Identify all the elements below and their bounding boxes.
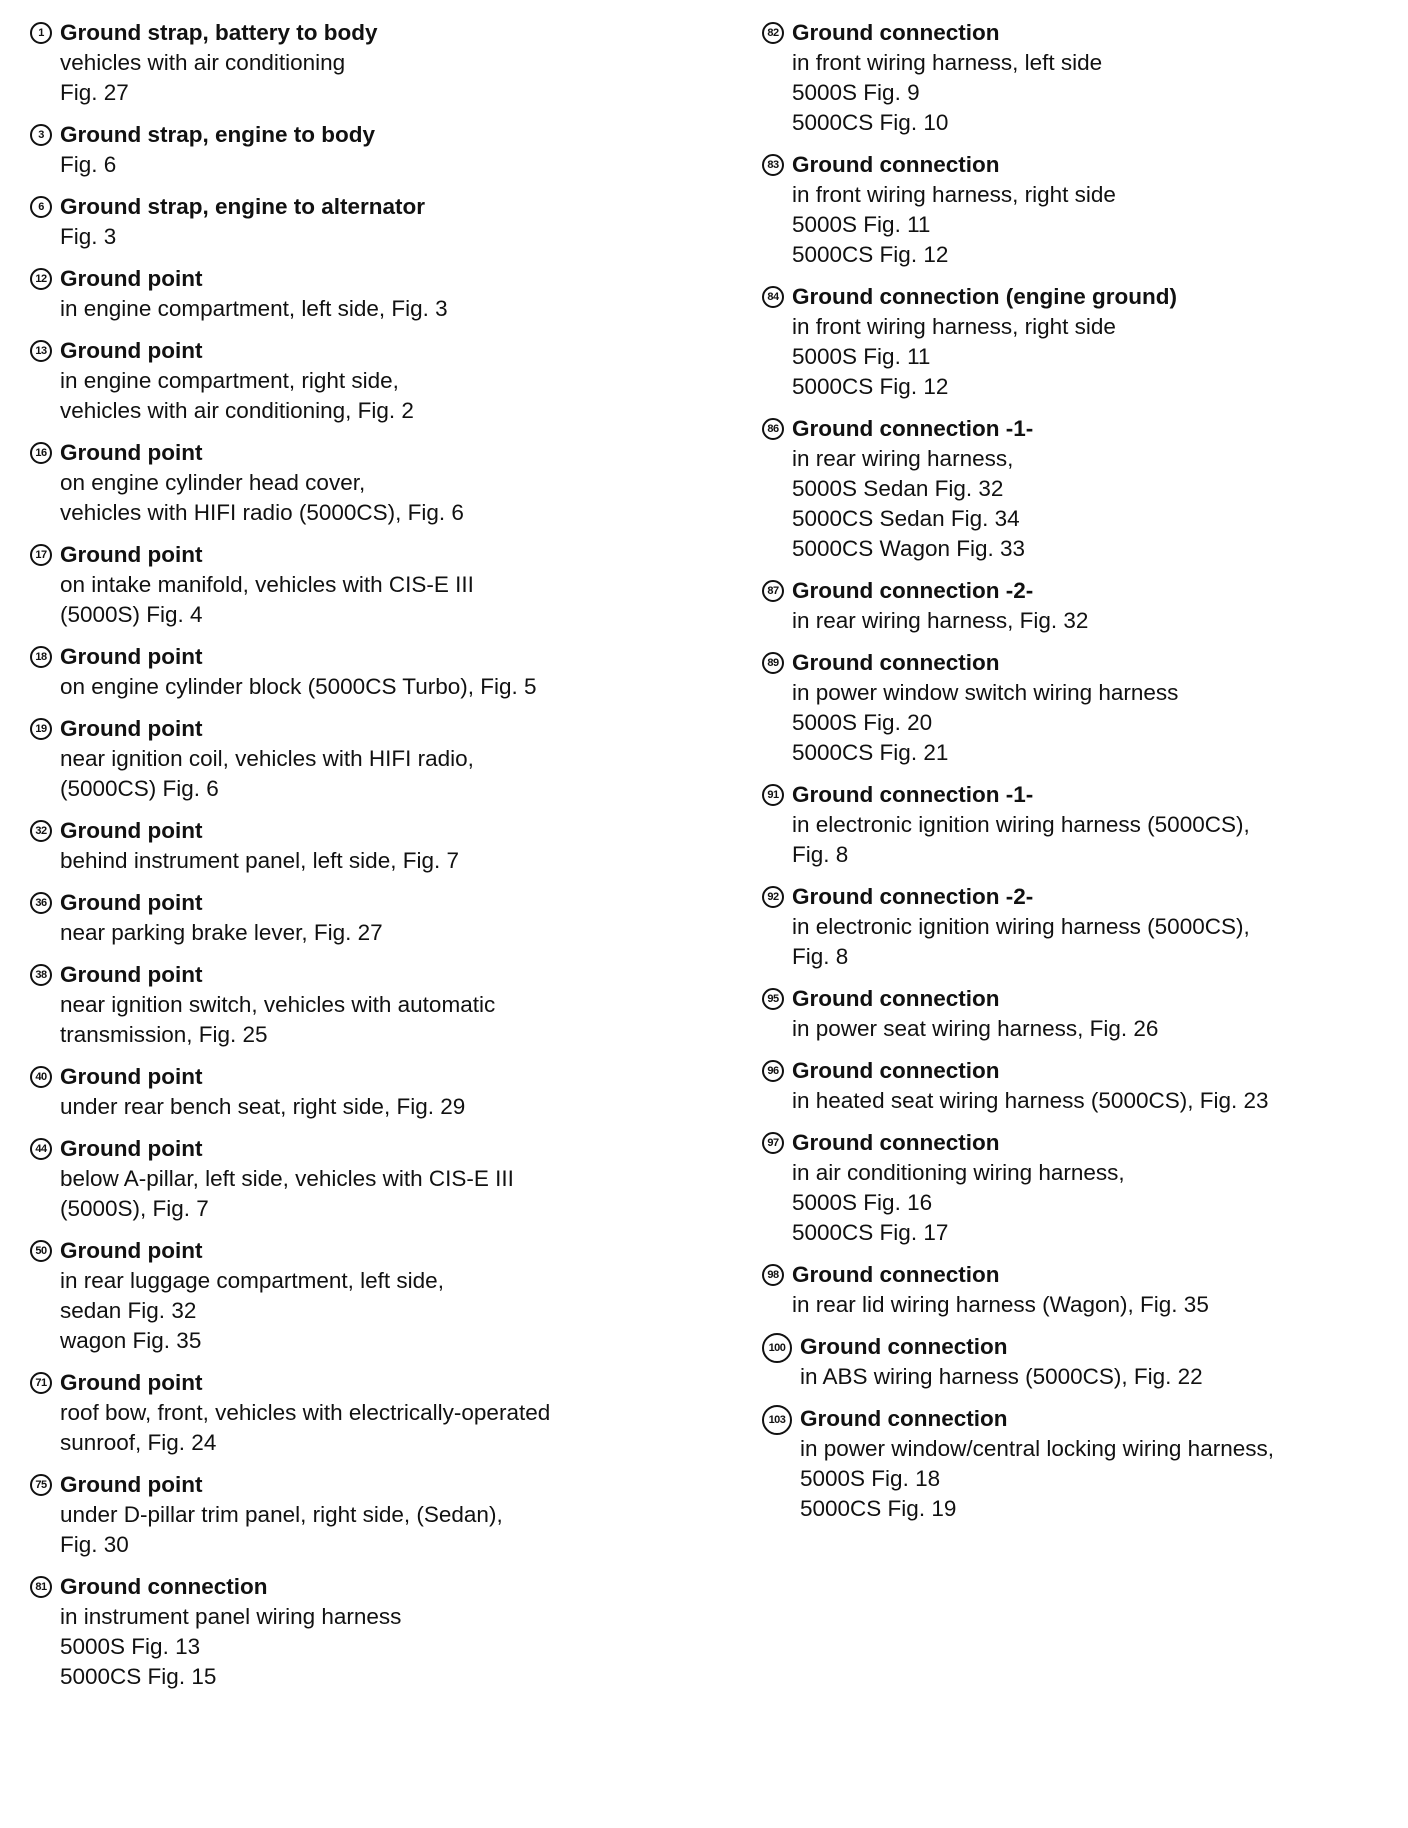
circled-number-icon: 1 bbox=[30, 22, 52, 44]
entry-description-line: roof bow, front, vehicles with electrically-operated bbox=[60, 1400, 551, 1425]
circled-number-icon: 84 bbox=[762, 286, 784, 308]
entry-title: Ground strap, engine to body bbox=[60, 122, 375, 147]
entry-title: Ground connection -1- bbox=[792, 416, 1034, 441]
entry-title: Ground connection bbox=[800, 1406, 1008, 1431]
circled-number-icon: 50 bbox=[30, 1240, 52, 1262]
entry-description-line: 5000S Fig. 13 bbox=[60, 1634, 201, 1659]
circled-number-icon: 103 bbox=[762, 1405, 792, 1435]
entry-text bbox=[60, 1368, 690, 1458]
entry-text bbox=[792, 1056, 1402, 1116]
entry-description-line: Fig. 3 bbox=[60, 224, 117, 249]
entry-description-line: in heated seat wiring harness (5000CS), Fig. 23 bbox=[792, 1088, 1269, 1113]
entry-text bbox=[792, 282, 1402, 402]
entry-description-line: behind instrument panel, left side, Fig. 7 bbox=[60, 848, 459, 873]
entry-description-line: sedan Fig. 32 bbox=[60, 1298, 197, 1323]
entry-description-line: in air conditioning wiring harness, bbox=[792, 1160, 1125, 1185]
entry-description-line: (5000CS) Fig. 6 bbox=[60, 776, 219, 801]
entry-text bbox=[60, 1236, 690, 1356]
circled-number-icon: 92 bbox=[762, 886, 784, 908]
circled-number-icon: 17 bbox=[30, 544, 52, 566]
entry-text bbox=[60, 264, 690, 324]
ground-entry bbox=[762, 648, 1402, 768]
entry-title: Ground point bbox=[60, 1238, 203, 1263]
circled-number-icon: 32 bbox=[30, 820, 52, 842]
entry-text bbox=[60, 816, 690, 876]
entry-description-line: on intake manifold, vehicles with CIS-E III bbox=[60, 572, 474, 597]
entry-description-line: 5000S Fig. 11 bbox=[792, 212, 931, 237]
entry-text bbox=[792, 18, 1402, 138]
entry-title: Ground connection -2- bbox=[792, 884, 1034, 909]
entry-description-line: in electronic ignition wiring harness (5000CS), bbox=[792, 812, 1250, 837]
entry-text bbox=[792, 576, 1402, 636]
entry-text bbox=[60, 18, 690, 108]
circled-number-icon: 40 bbox=[30, 1066, 52, 1088]
entry-text bbox=[792, 780, 1402, 870]
circled-number-icon: 18 bbox=[30, 646, 52, 668]
circled-number-icon: 44 bbox=[30, 1138, 52, 1160]
entry-description-line: 5000CS Fig. 17 bbox=[792, 1220, 949, 1245]
entry-description-line: 5000CS Fig. 12 bbox=[792, 242, 949, 267]
circled-number-icon: 13 bbox=[30, 340, 52, 362]
entry-description-line: 5000CS Fig. 21 bbox=[792, 740, 949, 765]
entry-text bbox=[60, 960, 690, 1050]
circled-number-icon: 95 bbox=[762, 988, 784, 1010]
ground-entry bbox=[762, 150, 1402, 270]
entry-description-line: (5000S), Fig. 7 bbox=[60, 1196, 209, 1221]
entry-title: Ground connection -2- bbox=[792, 578, 1034, 603]
ground-entry bbox=[30, 540, 690, 630]
ground-entry bbox=[762, 882, 1402, 972]
entry-description-line: in electronic ignition wiring harness (5000CS), bbox=[792, 914, 1250, 939]
entry-description-line: in rear lid wiring harness (Wagon), Fig. 35 bbox=[792, 1292, 1209, 1317]
ground-entry bbox=[30, 1062, 690, 1122]
entry-description-line: on engine cylinder block (5000CS Turbo), Fig. 5 bbox=[60, 674, 537, 699]
ground-entry bbox=[762, 282, 1402, 402]
entry-title: Ground connection bbox=[792, 1058, 1000, 1083]
ground-entry bbox=[762, 1404, 1402, 1524]
entry-description-line: in rear luggage compartment, left side, bbox=[60, 1268, 444, 1293]
entry-title: Ground point bbox=[60, 818, 203, 843]
entry-title: Ground point bbox=[60, 962, 203, 987]
entry-description-line: below A-pillar, left side, vehicles with CIS-E III bbox=[60, 1166, 514, 1191]
entry-text bbox=[60, 1062, 690, 1122]
entry-description-line: Fig. 8 bbox=[792, 944, 849, 969]
entry-title: Ground connection bbox=[792, 20, 1000, 45]
entry-title: Ground point bbox=[60, 644, 203, 669]
circled-number-icon: 3 bbox=[30, 124, 52, 146]
ground-entry bbox=[762, 1332, 1402, 1392]
entry-description-line: 5000CS Fig. 19 bbox=[800, 1496, 957, 1521]
circled-number-icon: 12 bbox=[30, 268, 52, 290]
circled-number-icon: 71 bbox=[30, 1372, 52, 1394]
entry-title: Ground connection bbox=[792, 1262, 1000, 1287]
ground-entry bbox=[30, 888, 690, 948]
entry-text bbox=[60, 714, 690, 804]
entry-description-line: vehicles with air conditioning bbox=[60, 50, 346, 75]
entry-text bbox=[792, 1260, 1402, 1320]
entry-description-line: 5000S Sedan Fig. 32 bbox=[792, 476, 1004, 501]
entry-title: Ground point bbox=[60, 266, 203, 291]
entry-description-line: Fig. 8 bbox=[792, 842, 849, 867]
entry-text bbox=[60, 540, 690, 630]
entry-description-line: in instrument panel wiring harness bbox=[60, 1604, 402, 1629]
entry-title: Ground connection (engine ground) bbox=[792, 284, 1177, 309]
entry-title: Ground point bbox=[60, 1370, 203, 1395]
entry-description-line: in rear wiring harness, bbox=[792, 446, 1014, 471]
circled-number-icon: 83 bbox=[762, 154, 784, 176]
entry-text bbox=[792, 984, 1402, 1044]
entry-description-line: 5000CS Fig. 10 bbox=[792, 110, 949, 135]
ground-entry bbox=[30, 960, 690, 1050]
entry-title: Ground connection bbox=[792, 152, 1000, 177]
circled-number-icon: 86 bbox=[762, 418, 784, 440]
ground-entry bbox=[762, 414, 1402, 564]
circled-number-icon: 97 bbox=[762, 1132, 784, 1154]
entry-description-line: in power seat wiring harness, Fig. 26 bbox=[792, 1016, 1159, 1041]
entry-description-line: under rear bench seat, right side, Fig. 29 bbox=[60, 1094, 466, 1119]
entry-text bbox=[60, 1572, 690, 1692]
entry-title: Ground connection bbox=[792, 650, 1000, 675]
circled-number-icon: 19 bbox=[30, 718, 52, 740]
circled-number-icon: 75 bbox=[30, 1474, 52, 1496]
entry-text bbox=[800, 1332, 1402, 1392]
entry-description-line: on engine cylinder head cover, bbox=[60, 470, 366, 495]
entry-description-line: 5000S Fig. 18 bbox=[800, 1466, 941, 1491]
entry-title: Ground strap, battery to body bbox=[60, 20, 378, 45]
entry-description-line: under D-pillar trim panel, right side, (Sedan), bbox=[60, 1502, 503, 1527]
ground-entry bbox=[762, 780, 1402, 870]
ground-entry bbox=[30, 192, 690, 252]
ground-entry bbox=[30, 1572, 690, 1692]
entry-title: Ground connection bbox=[792, 1130, 1000, 1155]
entry-description-line: in power window/central locking wiring harness, bbox=[800, 1436, 1274, 1461]
right-column bbox=[762, 18, 1402, 1536]
entry-description-line: (5000S) Fig. 4 bbox=[60, 602, 203, 627]
entry-title: Ground point bbox=[60, 1064, 203, 1089]
ground-entry bbox=[762, 1128, 1402, 1248]
entry-text bbox=[792, 648, 1402, 768]
circled-number-icon: 81 bbox=[30, 1576, 52, 1598]
entry-description-line: 5000S Fig. 9 bbox=[792, 80, 920, 105]
entry-description-line: 5000S Fig. 16 bbox=[792, 1190, 933, 1215]
entry-text bbox=[800, 1404, 1402, 1524]
ground-entry bbox=[762, 1260, 1402, 1320]
entry-description-line: in engine compartment, left side, Fig. 3 bbox=[60, 296, 448, 321]
entry-title: Ground point bbox=[60, 542, 203, 567]
circled-number-icon: 96 bbox=[762, 1060, 784, 1082]
entry-title: Ground connection bbox=[60, 1574, 268, 1599]
entry-description-line: vehicles with air conditioning, Fig. 2 bbox=[60, 398, 414, 423]
entry-title: Ground strap, engine to alternator bbox=[60, 194, 426, 219]
ground-entry bbox=[30, 438, 690, 528]
ground-entry bbox=[30, 714, 690, 804]
entry-title: Ground point bbox=[60, 1136, 203, 1161]
entry-description-line: in front wiring harness, right side bbox=[792, 182, 1116, 207]
ground-entry bbox=[762, 576, 1402, 636]
circled-number-icon: 82 bbox=[762, 22, 784, 44]
circled-number-icon: 91 bbox=[762, 784, 784, 806]
entry-description-line: Fig. 30 bbox=[60, 1532, 129, 1557]
entry-text bbox=[792, 414, 1402, 564]
entry-description-line: in power window switch wiring harness bbox=[792, 680, 1179, 705]
entry-description-line: Fig. 6 bbox=[60, 152, 117, 177]
ground-entry bbox=[30, 18, 690, 108]
ground-entry bbox=[30, 1236, 690, 1356]
ground-entry bbox=[30, 816, 690, 876]
entry-description-line: in front wiring harness, right side bbox=[792, 314, 1116, 339]
entry-text bbox=[792, 1128, 1402, 1248]
entry-description-line: 5000S Fig. 20 bbox=[792, 710, 933, 735]
entry-title: Ground point bbox=[60, 716, 203, 741]
entry-text bbox=[792, 882, 1402, 972]
circled-number-icon: 100 bbox=[762, 1333, 792, 1363]
entry-title: Ground point bbox=[60, 338, 203, 363]
entry-description-line: 5000S Fig. 11 bbox=[792, 344, 931, 369]
ground-entry bbox=[762, 984, 1402, 1044]
entry-description-line: sunroof, Fig. 24 bbox=[60, 1430, 217, 1455]
left-column bbox=[30, 18, 690, 1704]
circled-number-icon: 38 bbox=[30, 964, 52, 986]
entry-text bbox=[60, 1134, 690, 1224]
circled-number-icon: 87 bbox=[762, 580, 784, 602]
entry-text bbox=[60, 1470, 690, 1560]
ground-entry bbox=[30, 264, 690, 324]
entry-text bbox=[792, 150, 1402, 270]
entry-title: Ground point bbox=[60, 890, 203, 915]
entry-description-line: near parking brake lever, Fig. 27 bbox=[60, 920, 383, 945]
entry-description-line: Fig. 27 bbox=[60, 80, 129, 105]
entry-text bbox=[60, 336, 690, 426]
ground-entry bbox=[30, 336, 690, 426]
ground-entry bbox=[762, 18, 1402, 138]
entry-text bbox=[60, 888, 690, 948]
entry-description-line: near ignition coil, vehicles with HIFI radio, bbox=[60, 746, 474, 771]
ground-entry bbox=[762, 1056, 1402, 1116]
circled-number-icon: 89 bbox=[762, 652, 784, 674]
entry-text bbox=[60, 438, 690, 528]
entry-description-line: 5000CS Sedan Fig. 34 bbox=[792, 506, 1020, 531]
entry-description-line: near ignition switch, vehicles with automatic bbox=[60, 992, 496, 1017]
circled-number-icon: 36 bbox=[30, 892, 52, 914]
entry-title: Ground connection -1- bbox=[792, 782, 1034, 807]
entry-description-line: in engine compartment, right side, bbox=[60, 368, 399, 393]
circled-number-icon: 6 bbox=[30, 196, 52, 218]
entry-title: Ground connection bbox=[800, 1334, 1008, 1359]
entry-text bbox=[60, 120, 690, 180]
ground-entry bbox=[30, 1368, 690, 1458]
entry-description-line: transmission, Fig. 25 bbox=[60, 1022, 268, 1047]
entry-description-line: in rear wiring harness, Fig. 32 bbox=[792, 608, 1089, 633]
entry-title: Ground point bbox=[60, 1472, 203, 1497]
entry-text bbox=[60, 192, 690, 252]
ground-entry bbox=[30, 1134, 690, 1224]
ground-entry bbox=[30, 1470, 690, 1560]
entry-title: Ground connection bbox=[792, 986, 1000, 1011]
entry-description-line: wagon Fig. 35 bbox=[60, 1328, 202, 1353]
ground-entry bbox=[30, 120, 690, 180]
ground-entry bbox=[30, 642, 690, 702]
entry-description-line: 5000CS Fig. 12 bbox=[792, 374, 949, 399]
entry-description-line: 5000CS Fig. 15 bbox=[60, 1664, 217, 1689]
entry-description-line: 5000CS Wagon Fig. 33 bbox=[792, 536, 1026, 561]
entry-title: Ground point bbox=[60, 440, 203, 465]
entry-text bbox=[60, 642, 690, 702]
circled-number-icon: 98 bbox=[762, 1264, 784, 1286]
entry-description-line: in ABS wiring harness (5000CS), Fig. 22 bbox=[800, 1364, 1203, 1389]
circled-number-icon: 16 bbox=[30, 442, 52, 464]
entry-description-line: vehicles with HIFI radio (5000CS), Fig. 6 bbox=[60, 500, 464, 525]
entry-description-line: in front wiring harness, left side bbox=[792, 50, 1103, 75]
